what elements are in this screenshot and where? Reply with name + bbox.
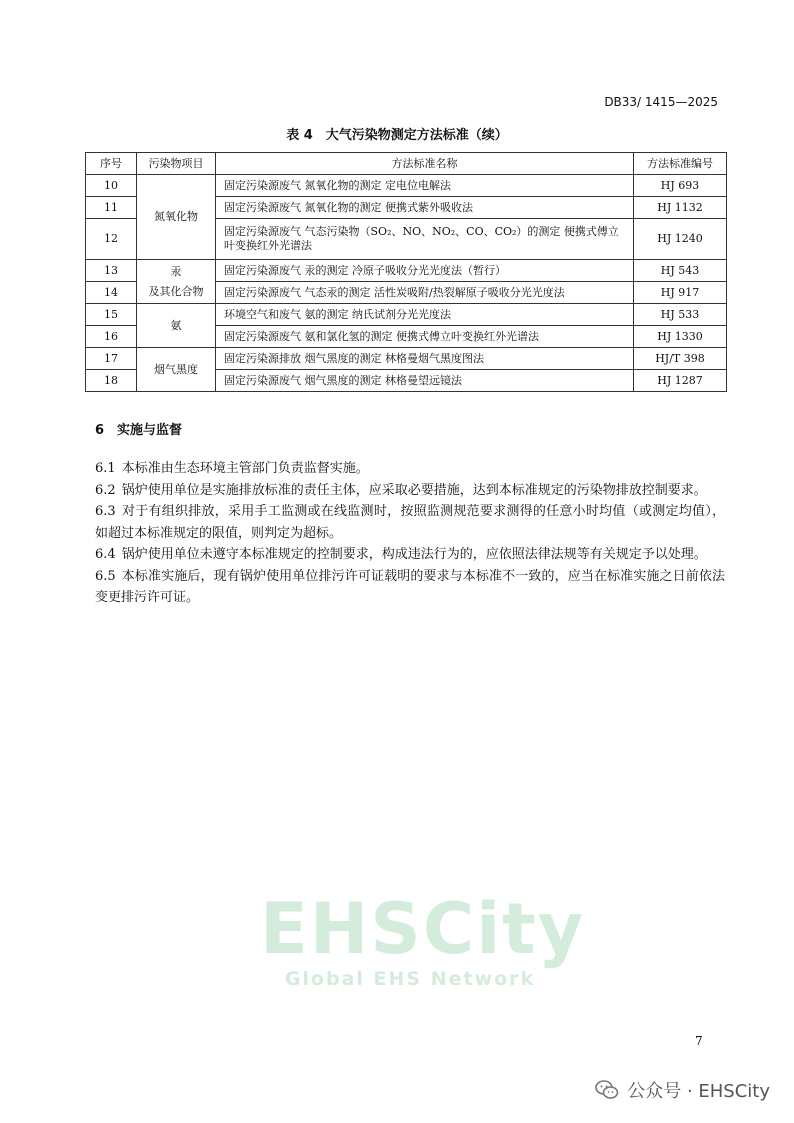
wechat-credit (595, 1077, 770, 1103)
document-code: DB33/ 1415—2025 (604, 95, 718, 109)
column-header-pollutant: 污染物项目 (137, 153, 216, 175)
method-code: HJ 1240 (634, 219, 727, 260)
table-row (86, 175, 727, 197)
table-header-row (86, 153, 727, 175)
method-code: HJ/T 398 (634, 348, 727, 370)
method-name: 固定污染源排放 烟气黑度的测定 林格曼烟气黑度图法 (216, 348, 634, 370)
method-code: HJ 1132 (634, 197, 727, 219)
clause-number: 6.5 (95, 568, 116, 584)
clause-6-2 (95, 480, 725, 502)
pollutant-group-smoke: 烟气黑度 (137, 348, 216, 392)
method-name: 固定污染源废气 汞的测定 冷原子吸收分光光度法（暂行） (216, 260, 634, 282)
method-code: HJ 917 (634, 282, 727, 304)
pollutant-mercury-line2: 及其化合物 (148, 284, 204, 298)
page-number: 7 (695, 1034, 703, 1048)
row-number: 12 (86, 219, 137, 260)
clause-number: 6.3 (95, 504, 116, 519)
clause-number: 6.2 (95, 482, 116, 498)
method-code: HJ 1330 (634, 326, 727, 348)
method-name: 固定污染源废气 气态汞的测定 活性炭吸附/热裂解原子吸收分光光度法 (216, 282, 634, 304)
column-header-no: 序号 (86, 153, 137, 175)
watermark (260, 888, 586, 990)
clause-text: 本标准实施后，现有锅炉使用单位排污许可证载明的要求与本标准不一致的，应当在标准实施之日前依法变更排污许可证。 (95, 568, 725, 605)
method-name: 固定污染源废气 氮氧化物的测定 定电位电解法 (216, 175, 634, 197)
row-number: 18 (86, 370, 137, 392)
row-number: 17 (86, 348, 137, 370)
table-row (86, 260, 727, 282)
method-code: HJ 533 (634, 304, 727, 326)
clause-text: 对于有组织排放，采用手工监测或在线监测时，按照监测规范要求测得的任意小时均值（或测定均值），如超过本标准规定的限值，则判定为超标。 (95, 504, 725, 541)
method-name: 固定污染源废气 烟气黑度的测定 林格曼望远镜法 (216, 370, 634, 392)
clause-6-5 (95, 566, 725, 609)
clause-text: 本标准由生态环境主管部门负责监督实施。 (121, 461, 369, 476)
clause-6-1 (95, 458, 725, 480)
wechat-icon (595, 1079, 619, 1101)
method-code: HJ 1287 (634, 370, 727, 392)
table-caption: 表 4 大气污染物测定方法标准（续） (286, 128, 508, 143)
row-number: 16 (86, 326, 137, 348)
pollutant-mercury-line1: 汞 (170, 264, 182, 278)
row-number: 11 (86, 197, 137, 219)
column-header-code: 方法标准编号 (634, 153, 727, 175)
method-name: 固定污染源废气 气态污染物（SO₂、NO、NO₂、CO、CO₂）的测定 便携式傅立叶变换红外光谱法 (216, 219, 634, 260)
method-name: 环境空气和废气 氨的测定 纳氏试剂分光光度法 (216, 304, 634, 326)
row-number: 15 (86, 304, 137, 326)
clause-text: 锅炉使用单位是实施排放标准的责任主体，应采取必要措施，达到本标准规定的污染物排放控制要求。 (121, 482, 707, 498)
watermark-sub: Global EHS Network (284, 968, 536, 990)
method-name: 固定污染源废气 氨和氯化氢的测定 便携式傅立叶变换红外光谱法 (216, 326, 634, 348)
column-header-method: 方法标准名称 (216, 153, 634, 175)
section-heading: 6 实施与监督 (95, 423, 183, 438)
row-number: 10 (86, 175, 137, 197)
pollutant-group-mercury (137, 260, 216, 304)
pollutant-group-ammonia: 氨 (137, 304, 216, 348)
row-number: 14 (86, 282, 137, 304)
clause-number: 6.4 (95, 547, 116, 562)
watermark-main: EHSCity (260, 888, 586, 970)
method-standards-table (85, 152, 727, 392)
credit-text: 公众号 · EHSCity (627, 1081, 770, 1102)
method-name: 固定污染源废气 氮氧化物的测定 便携式紫外吸收法 (216, 197, 634, 219)
method-code: HJ 693 (634, 175, 727, 197)
clause-list (95, 458, 725, 609)
clause-6-3 (95, 501, 725, 544)
clause-6-4 (95, 544, 725, 566)
table-row (86, 348, 727, 370)
clause-text: 锅炉使用单位未遵守本标准规定的控制要求，构成违法行为的，应依照法律法规等有关规定予以处理。 (121, 547, 707, 562)
method-code: HJ 543 (634, 260, 727, 282)
row-number: 13 (86, 260, 137, 282)
pollutant-group-nox: 氮氧化物 (137, 175, 216, 260)
clause-number: 6.1 (95, 461, 116, 476)
table-row (86, 304, 727, 326)
